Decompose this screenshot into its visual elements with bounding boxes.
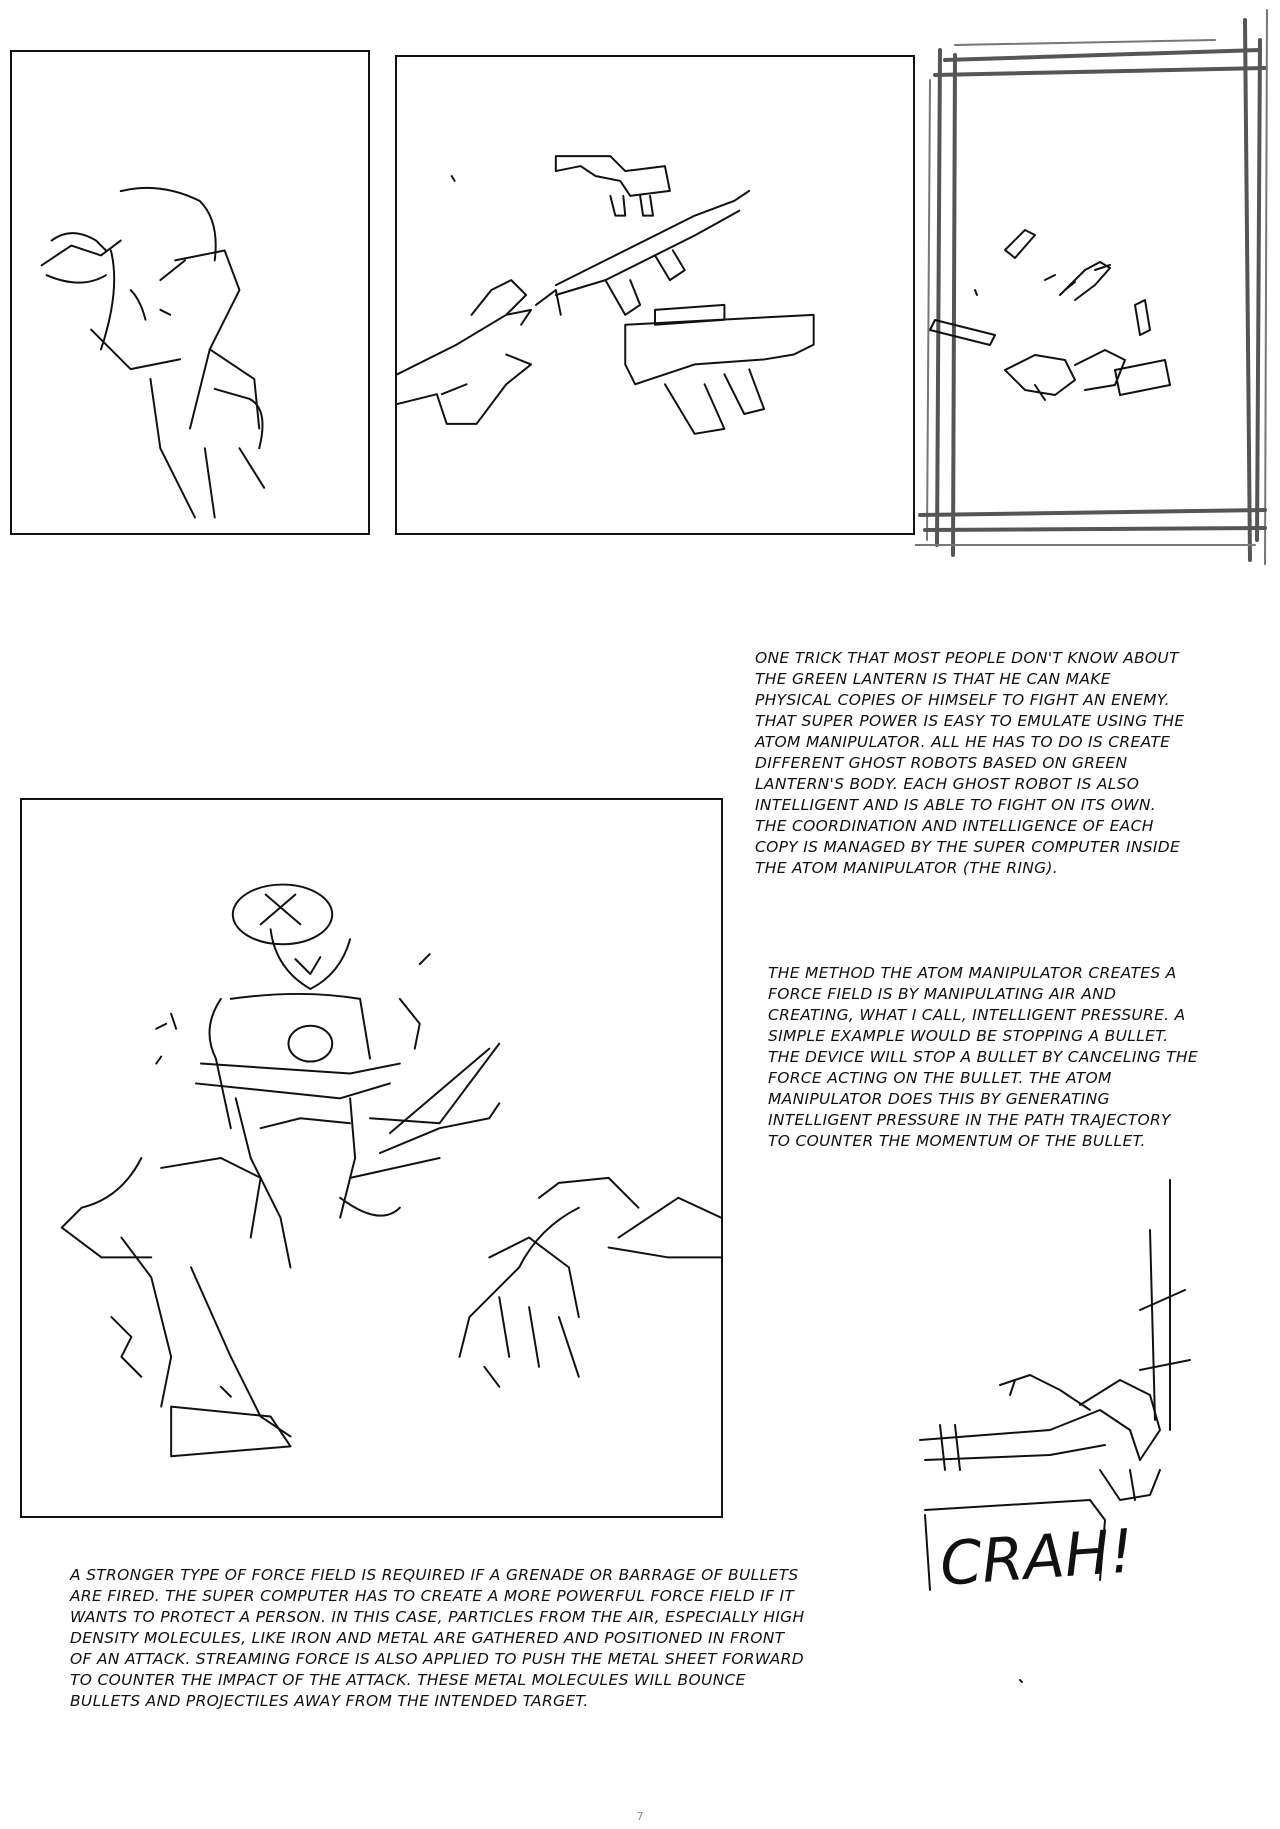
- panel-debris-sketch: [915, 0, 1270, 565]
- masked-face-drawing: [12, 52, 368, 533]
- page-number: 7: [636, 1810, 644, 1823]
- hands-guns-drawing: [397, 57, 913, 533]
- crash-sound-effect: CRAH!: [937, 1516, 1136, 1600]
- caption-force-field-method: THE METHOD THE ATOM MANIPULATOR CREATES A FORCE FIELD IS BY MANIPULATING AIR AND CREATING, WHAT I CALL, INTELLIGENT PRESSURE. A SIMPLE EXAMPLE WOULD BE STOPPING A BULLET. THE DEVICE WILL STOP A BULLET BY CANCELING THE FORCE ACTING ON THE BULLET. THE ATOM MANIPULATOR DOES THIS BY GENERATING INTELLIGENT PRESSURE IN THE PATH TRAJECTORY TO COUNTER THE MOMENTUM OF THE BULLET.: [768, 964, 1198, 1150]
- debris-drawing: [915, 0, 1270, 565]
- caption-green-lantern-copies: ONE TRICK THAT MOST PEOPLE DON'T KNOW ABOUT THE GREEN LANTERN IS THAT HE CAN MAKE PHYSICAL COPIES OF HIMSELF TO FIGHT AN ENEMY. THAT SUPER POWER IS EASY TO EMULATE USING THE ATOM MANIPULATOR. ALL HE HAS TO DO IS CREATE DIFFERENT GHOST ROBOTS BASED ON GREEN LANTERN'S BODY. EACH GHOST ROBOT IS ALSO INTELLIGENT AND IS ABLE TO FIGHT ON ITS OWN. THE COORDINATION AND INTELLIGENCE OF EACH COPY IS MANAGED BY THE SUPER COMPUTER INSIDE THE ATOM MANIPULATOR (THE RING).: [755, 649, 1185, 877]
- figure-drawing: [22, 800, 721, 1516]
- panel-masked-face: [10, 50, 370, 535]
- panel-hands-guns: [395, 55, 915, 535]
- caption-stronger-force-field: A STRONGER TYPE OF FORCE FIELD IS REQUIRED IF A GRENADE OR BARRAGE OF BULLETS ARE FIRED. THE SUPER COMPUTER HAS TO CREATE A MORE POWERFUL FORCE FIELD IF IT WANTS TO PROTECT A PERSON. IN THIS CASE, PARTICLES FROM THE AIR, ESPECIALLY HIGH DENSITY MOLECULES, LIKE IRON AND METAL ARE GATHERED AND POSITIONED IN FRONT OF AN ATTACK. STREAMING FORCE IS ALSO APPLIED TO PUSH THE METAL SHEET FORWARD TO COUNTER THE IMPACT OF THE ATTACK. THESE METAL MOLECULES WILL BOUNCE BULLETS AND PROJECTILES AWAY FROM THE INTENDED TARGET.: [70, 1566, 805, 1710]
- panel-figure-force-field: [20, 798, 723, 1518]
- panel-crash-sketch: [900, 1170, 1200, 1700]
- crash-drawing: [900, 1170, 1200, 1700]
